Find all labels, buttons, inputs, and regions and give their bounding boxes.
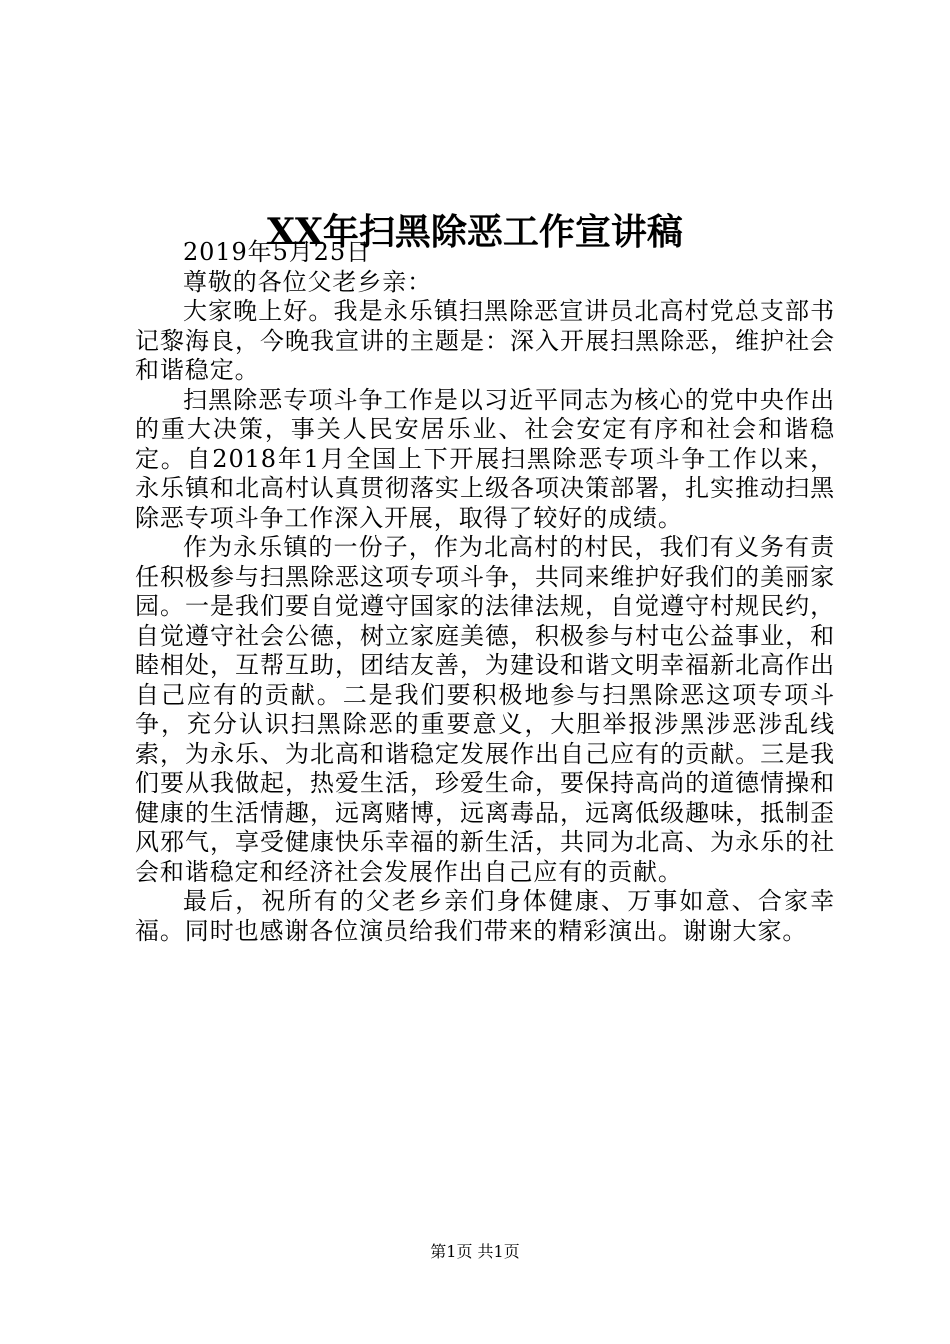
document-title: XX年扫黑除恶工作宣讲稿 [267, 211, 683, 254]
salutation: 尊敬的各位父老乡亲： [183, 267, 432, 296]
paragraph-greeting: 大家晚上好。我是永乐镇扫黑除恶宣讲员北高村党总支部书记黎海良，今晚我宣讲的主题是：深入开展扫黑除恶，维护社会和谐稳定。 [135, 297, 835, 384]
paragraph-closing: 最后，祝所有的父老乡亲们身体健康、万事如意、合家幸福。同时也感谢各位演员给我们带来的精彩演出。谢谢大家。 [135, 887, 835, 945]
document-body [135, 238, 835, 946]
document-date: 2019年5月25日 [183, 238, 371, 266]
paragraph-responsibilities: 作为永乐镇的一份子，作为北高村的村民，我们有义务有责任积极参与扫黑除恶这项专项斗争，共同来维护好我们的美丽家园。一是我们要自觉遵守国家的法律法规，自觉遵守村规民约，自觉遵守社会公德，树立家庭美德，积极参与村屯公益事业，和睦相处，互帮互助，团结友善，为建设和谐文明幸福新北高作出自己应有的贡献。二是我们要积极地参与扫黑除恶这项专项斗争，充分认识扫黑除恶的重要意义，大胆举报涉黑涉恶涉乱线索，为永乐、为北高和谐稳定发展作出自己应有的贡献。三是我们要从我做起，热爱生活，珍爱生命，要保持高尚的道德情操和健康的生活情趣，远离赌博，远离毒品，远离低级趣味，抵制歪风邪气，享受健康快乐幸福的新生活，共同为北高、为永乐的社会和谐稳定和经济社会发展作出自己应有的贡献。 [135, 533, 835, 886]
paragraph-background: 扫黑除恶专项斗争工作是以习近平同志为核心的党中央作出的重大决策，事关人民安居乐业、社会安定有序和社会和谐稳定。自2018年1月全国上下开展扫黑除恶专项斗争工作以来，永乐镇和北高村认真贯彻落实上级各项决策部署，扎实推动扫黑除恶专项斗争工作深入开展，取得了较好的成绩。 [135, 385, 835, 532]
page-number: 第1页 共1页 [430, 1242, 520, 1261]
